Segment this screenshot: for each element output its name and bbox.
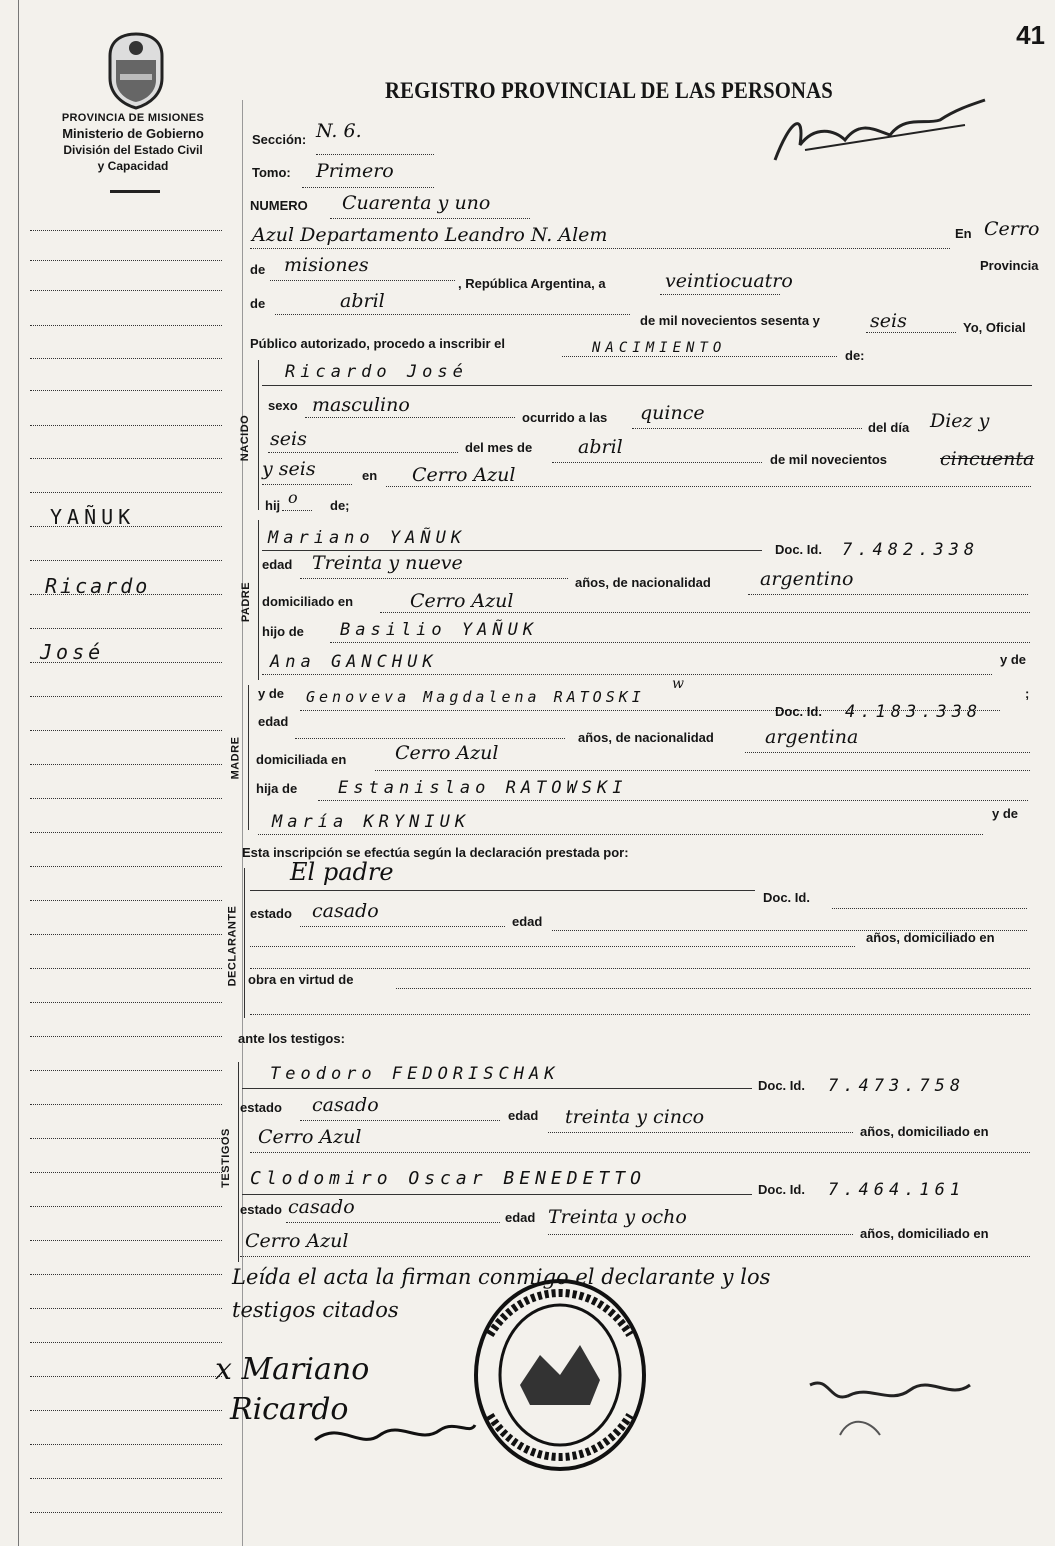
seccion-value: N. 6. (316, 120, 362, 142)
hij-label: hij (265, 498, 281, 513)
section-bracket (258, 360, 259, 510)
madre-doc-value: 4.183.338 (845, 702, 983, 722)
field-line (375, 770, 1030, 771)
margin-line (30, 325, 222, 326)
de-mil-label: de mil novecientos sesenta y (640, 313, 820, 328)
testigo2-doc-label: Doc. Id. (758, 1182, 805, 1197)
margin-first-name: Ricardo (45, 574, 151, 598)
madre-y-de-label: y de (258, 686, 285, 701)
margin-line (30, 798, 222, 799)
official-seal-icon (470, 1275, 650, 1475)
testigo1-name-value: Teodoro FEDORISCHAK (270, 1064, 560, 1084)
numero-label: NUMERO (250, 198, 308, 213)
yo-oficial-label: Yo, Oficial (963, 320, 1026, 335)
del-dia-label: del día (868, 420, 910, 435)
padre-domicilio-value: Cerro Azul (410, 590, 514, 612)
margin-line (30, 1138, 222, 1139)
margin-second-name: José (40, 640, 105, 664)
padre-section-label: PADRE (240, 581, 253, 623)
madre-nacionalidad-value: argentina (765, 726, 859, 748)
margin-line (30, 934, 222, 935)
ocurrido-label: ocurrido a las (522, 410, 608, 425)
madre-domicilio-value: Cerro Azul (395, 742, 499, 764)
field-line (286, 1222, 500, 1223)
de-label-2: de (250, 296, 266, 311)
field-line (745, 752, 1030, 753)
document-title: REGISTRO PROVINCIAL DE LAS PERSONAS (385, 78, 834, 103)
margin-line (30, 1512, 222, 1513)
republica-label: , República Argentina, a (458, 276, 606, 291)
testigo1-estado-label: estado (240, 1100, 282, 1115)
acto-value: NACIMIENTO (592, 340, 727, 356)
del-mes-label: del mes de (465, 440, 533, 455)
madre-name-correction: w (672, 676, 684, 692)
padre-edad-label: edad (262, 557, 293, 572)
testigo2-anos-label: años, domiciliado en (860, 1226, 989, 1241)
signature-second: Ricardo (230, 1392, 349, 1427)
field-line (270, 280, 455, 281)
field-line (548, 1132, 853, 1133)
field-line (632, 428, 862, 429)
row-line (242, 1088, 752, 1089)
field-line (562, 356, 837, 357)
lugar-line-value: Azul Departamento Leandro N. Alem (252, 224, 608, 246)
field-line (250, 946, 855, 947)
testigo1-estado-value: casado (312, 1094, 379, 1116)
field-line (262, 674, 992, 675)
margin-line (30, 458, 222, 459)
field-line (386, 486, 1031, 487)
margin-line (30, 1206, 222, 1207)
margin-divider (242, 100, 243, 1546)
madre-semicolon: ; (1025, 686, 1030, 701)
de-colon-label: de: (845, 348, 865, 363)
field-line (318, 800, 1028, 801)
testigo1-doc-label: Doc. Id. (758, 1078, 805, 1093)
field-line (250, 968, 1030, 969)
margin-line (30, 425, 222, 426)
provincia-value: misiones (284, 254, 369, 276)
madre-name-value: Genoveva Magdalena RATOSKI (306, 688, 645, 706)
row-line (262, 550, 762, 551)
tomo-label: Tomo: (252, 165, 291, 180)
field-line (300, 578, 568, 579)
field-line (548, 1234, 853, 1235)
seccion-label: Sección: (252, 132, 307, 147)
padre-edad-value: Treinta y nueve (312, 552, 463, 574)
testigo1-edad-value: treinta y cinco (565, 1106, 705, 1128)
witness-signature (310, 1410, 480, 1460)
margin-line (30, 900, 222, 901)
row-line (242, 1194, 752, 1195)
mes-fecha-value: abril (340, 290, 385, 312)
declarante-doc-label: Doc. Id. (763, 890, 810, 905)
anio-fecha-value: seis (870, 310, 907, 332)
field-line (302, 187, 434, 188)
field-line (316, 154, 434, 155)
declarante-estado-label: estado (250, 906, 292, 921)
field-line (832, 908, 1027, 909)
dia-nac2-value: seis (270, 428, 307, 450)
binding-edge (18, 0, 19, 1546)
padre-doc-value: 7.482.338 (842, 540, 980, 560)
field-line (258, 834, 983, 835)
margin-line (30, 1274, 222, 1275)
madre-doc-label: Doc. Id. (775, 704, 822, 719)
row-line (250, 890, 755, 891)
division-subtitle: y Capacidad (97, 159, 169, 173)
ante-testigos-label: ante los testigos: (238, 1031, 345, 1046)
field-line (268, 452, 458, 453)
dia-fecha-value: veintiocuatro (665, 270, 793, 292)
margin-line (30, 1376, 222, 1377)
publico-label: Público autorizado, procedo a inscribir el (250, 336, 505, 351)
margin-line (30, 1002, 222, 1003)
field-line (330, 218, 530, 219)
tomo-value: Primero (316, 160, 394, 182)
margin-line (30, 1342, 222, 1343)
testigo2-doc-value: 7.464.161 (828, 1180, 966, 1200)
testigo1-doc-value: 7.473.758 (828, 1076, 966, 1096)
provincia-label: Provincia (980, 258, 1039, 273)
madre-hija-de-label: hija de (256, 781, 298, 796)
declarante-anos-label: años, domiciliado en (866, 930, 995, 945)
field-line (380, 612, 1030, 613)
padre-domicilio-label: domiciliado en (262, 594, 354, 609)
declarante-value: El padre (290, 858, 394, 886)
closing-note-line2: testigos citados (232, 1298, 399, 1322)
testigo2-estado-label: estado (240, 1202, 282, 1217)
field-line (305, 417, 515, 418)
field-line (330, 642, 1030, 643)
margin-line (30, 230, 222, 231)
margin-line (30, 560, 222, 561)
margin-line (30, 1410, 222, 1411)
margin-line (30, 1478, 222, 1479)
margin-line (30, 1444, 222, 1445)
madre-madre-value: María KRYNIUK (272, 812, 471, 832)
declarante-edad-label: edad (512, 914, 543, 929)
margin-surname: YAÑUK (50, 505, 136, 529)
section-bracket (248, 685, 249, 830)
section-bracket (244, 868, 245, 1018)
en-label-2: en (362, 468, 378, 483)
field-line (866, 332, 956, 333)
padre-padre-value: Basilio YAÑUK (340, 620, 539, 640)
field-line (250, 1014, 1030, 1015)
field-line (275, 314, 630, 315)
madre-section-label: MADRE (229, 736, 242, 780)
declarante-section-label: DECLARANTE (226, 905, 239, 987)
en-label: En (955, 226, 972, 241)
field-line (660, 294, 780, 295)
margin-line (30, 1036, 222, 1037)
lugar-nac-value: Cerro Azul (412, 464, 516, 486)
testigo2-domicilio-value: Cerro Azul (245, 1230, 349, 1252)
section-bracket (258, 520, 259, 680)
margin-line (30, 390, 222, 391)
field-line (282, 510, 312, 511)
padre-nacionalidad-value: argentino (760, 568, 854, 590)
hij-value: o (288, 488, 298, 507)
margin-line (30, 730, 222, 731)
margin-line (30, 1104, 222, 1105)
margin-line (30, 968, 222, 969)
testigo1-domicilio-value: Cerro Azul (258, 1126, 362, 1148)
signature-father: x Mariano (215, 1352, 370, 1387)
testigos-section-label: TESTIGOS (219, 1128, 232, 1188)
sexo-value: masculino (312, 394, 410, 416)
padre-madre-value: Ana GANCHUK (270, 652, 438, 672)
lugar-en-value: Cerro (984, 218, 1040, 240)
sexo-label: sexo (268, 398, 298, 413)
testigo1-edad-label: edad (508, 1108, 539, 1123)
margin-line (30, 492, 222, 493)
margin-line (30, 764, 222, 765)
margin-line (30, 290, 222, 291)
anio-nac-value: cincuenta (940, 448, 1035, 470)
testigo2-estado-value: casado (288, 1196, 355, 1218)
margin-line (30, 1172, 222, 1173)
ministry-name: Ministerio de Gobierno (62, 126, 204, 141)
field-line (300, 926, 505, 927)
margin-line (30, 358, 222, 359)
padre-doc-label: Doc. Id. (775, 542, 822, 557)
field-line (262, 484, 352, 485)
registrar-signature (765, 90, 995, 170)
section-bracket (238, 1062, 239, 1262)
margin-line (30, 628, 222, 629)
testigo2-edad-label: edad (505, 1210, 536, 1225)
anio-nac-pre-value: y seis (262, 458, 316, 480)
padre-nac-label: años, de nacionalidad (575, 575, 711, 590)
divider (110, 190, 160, 193)
obra-label: obra en virtud de (248, 972, 354, 987)
dia-nac-value: Diez y (930, 410, 990, 432)
de-label: de (250, 262, 266, 277)
margin-line (30, 1308, 222, 1309)
nacido-name-value: Ricardo José (285, 362, 468, 382)
page-number: 41 (1016, 20, 1045, 50)
padre-hijo-de-label: hijo de (262, 624, 304, 639)
coat-of-arms-icon (100, 30, 172, 110)
de-mil-nov-label: de mil novecientos (770, 452, 888, 467)
madre-nac-label: años, de nacionalidad (578, 730, 714, 745)
field-line (250, 1152, 1030, 1153)
official-signature (800, 1365, 990, 1445)
margin-line (30, 260, 222, 261)
madre-padre-value: Estanislao RATOWSKI (338, 778, 628, 798)
field-line (295, 738, 565, 739)
margin-line (30, 866, 222, 867)
de-semicolon-label: de; (330, 498, 350, 513)
nacido-section-label: NACIDO (239, 414, 252, 462)
testigo2-name-value: Clodomiro Oscar BENEDETTO (250, 1168, 646, 1189)
field-line (552, 462, 762, 463)
margin-line (30, 832, 222, 833)
testigo1-anos-label: años, domiciliado en (860, 1124, 989, 1139)
field-line (748, 594, 1028, 595)
row-line (262, 385, 1032, 386)
mes-nac-value: abril (578, 436, 623, 458)
hora-value: quince (640, 402, 705, 424)
numero-value: Cuarenta y uno (342, 192, 491, 214)
madre-edad-label: edad (258, 714, 289, 729)
padre-name-value: Mariano YAÑUK (268, 528, 467, 548)
closing-note-line1: Leída el acta la firman conmigo el declarante y los (232, 1265, 771, 1289)
margin-line (30, 696, 222, 697)
madre-y-de-label-2: y de (992, 806, 1019, 821)
margin-line (30, 1070, 222, 1071)
declaracion-label: Esta inscripción se efectúa según la declaración prestada por: (242, 845, 629, 860)
division-name: División del Estado Civil (63, 143, 203, 157)
margin-line (30, 1240, 222, 1241)
province-name: PROVINCIA DE MISIONES (61, 112, 205, 124)
declarante-estado-value: casado (312, 900, 379, 922)
field-line (250, 248, 950, 249)
madre-domicilio-label: domiciliada en (256, 752, 347, 767)
issuing-authority (26, 110, 240, 174)
testigo2-edad-value: Treinta y ocho (548, 1206, 687, 1228)
field-line (396, 988, 1031, 989)
field-line (240, 1256, 1030, 1257)
field-line (300, 1120, 500, 1121)
padre-y-de-label: y de (1000, 652, 1027, 667)
